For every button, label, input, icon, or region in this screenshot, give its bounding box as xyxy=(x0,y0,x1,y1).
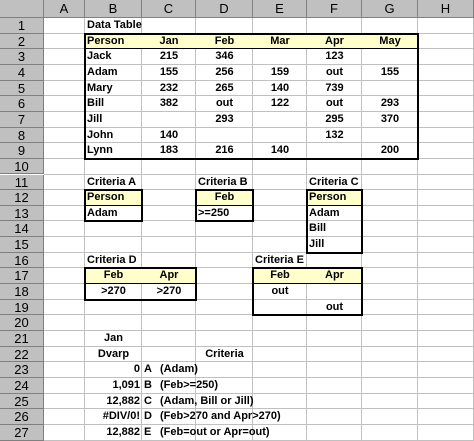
row-header-5[interactable]: 5 xyxy=(0,81,44,97)
row-header-8[interactable]: 8 xyxy=(0,128,44,144)
data-value[interactable] xyxy=(307,143,362,159)
result-letter[interactable]: E xyxy=(144,425,152,438)
criteria-c-value[interactable]: Adam xyxy=(309,206,340,219)
criteria-c-title[interactable]: Criteria C xyxy=(309,175,359,188)
data-value[interactable] xyxy=(253,128,307,144)
data-value[interactable]: 140 xyxy=(270,81,290,94)
criteria-a-title[interactable]: Criteria A xyxy=(87,175,137,188)
data-value[interactable]: 140 xyxy=(159,128,179,141)
result-description[interactable]: (Feb>270 and Apr>270) xyxy=(160,410,281,423)
data-value[interactable]: 200 xyxy=(380,144,400,157)
criteria-b-header[interactable]: Feb xyxy=(214,191,235,204)
criteria-c-value[interactable]: Bill xyxy=(309,222,327,235)
row-header-7[interactable]: 7 xyxy=(0,112,44,128)
data-table-header-jan[interactable]: Jan xyxy=(159,34,179,47)
criteria-b-value[interactable]: >=250 xyxy=(198,206,230,219)
criteria-d-header-feb[interactable]: Feb xyxy=(103,269,124,282)
column-header-f[interactable]: F xyxy=(307,0,362,18)
column-header-b[interactable]: B xyxy=(85,0,142,18)
row-header-26[interactable]: 26 xyxy=(0,409,44,425)
data-value[interactable]: 123 xyxy=(325,50,344,63)
criteria-d-header-apr[interactable]: Apr xyxy=(159,269,179,282)
data-value[interactable]: 293 xyxy=(215,112,234,125)
result-letter[interactable]: D xyxy=(144,410,152,423)
row-header-25[interactable]: 25 xyxy=(0,394,44,410)
row-header-22[interactable]: 22 xyxy=(0,347,44,363)
result-description[interactable]: (Adam) xyxy=(160,363,198,376)
row-header-17[interactable]: 17 xyxy=(0,268,44,284)
data-value[interactable] xyxy=(196,128,253,144)
row-header-19[interactable]: 19 xyxy=(0,300,44,316)
person-name[interactable]: Jill xyxy=(87,112,103,125)
result-description[interactable]: (Feb>=250) xyxy=(160,378,219,391)
row-header-13[interactable]: 13 xyxy=(0,206,44,222)
criteria-c-value[interactable]: Jill xyxy=(309,238,325,251)
result-description[interactable]: (Feb=out or Apr=out) xyxy=(160,425,270,438)
criteria-a-header[interactable]: Person xyxy=(87,191,125,204)
data-value[interactable]: 293 xyxy=(380,97,400,110)
result-value[interactable]: 0 xyxy=(133,363,140,376)
criteria-e-header-apr[interactable]: Apr xyxy=(325,269,344,282)
row-header-12[interactable]: 12 xyxy=(0,190,44,206)
row-header-3[interactable]: 3 xyxy=(0,49,44,65)
row-header-10[interactable]: 10 xyxy=(0,159,44,175)
column-header-c[interactable]: C xyxy=(142,0,196,18)
result-letter[interactable]: B xyxy=(144,378,152,391)
person-name[interactable]: Mary xyxy=(87,81,113,94)
data-table-header-apr[interactable]: Apr xyxy=(325,34,344,47)
data-value[interactable]: 346 xyxy=(215,50,234,63)
gridline-horizontal xyxy=(44,236,474,237)
result-value[interactable]: 1,091 xyxy=(112,378,140,391)
row-header-16[interactable]: 16 xyxy=(0,253,44,269)
data-value[interactable]: 155 xyxy=(159,65,179,78)
result-letter[interactable]: A xyxy=(144,363,152,376)
criteria-d-value-apr[interactable]: >270 xyxy=(156,285,182,298)
column-header-e[interactable]: E xyxy=(253,0,307,18)
data-value[interactable]: 140 xyxy=(270,144,290,157)
result-description[interactable]: (Adam, Bill or Jill) xyxy=(160,394,254,407)
data-value[interactable]: 159 xyxy=(270,65,290,78)
data-table-header-may[interactable]: May xyxy=(379,34,401,47)
row-header-9[interactable]: 9 xyxy=(0,143,44,159)
row-header-6[interactable]: 6 xyxy=(0,96,44,112)
data-value[interactable]: 183 xyxy=(159,144,179,157)
criteria-e-value-feb[interactable] xyxy=(253,300,307,316)
criteria-b-title[interactable]: Criteria B xyxy=(198,175,248,188)
data-value[interactable]: 256 xyxy=(215,65,234,78)
row-header-4[interactable]: 4 xyxy=(0,65,44,81)
data-value[interactable]: 382 xyxy=(159,97,179,110)
result-value[interactable]: #DIV/0! xyxy=(102,410,140,423)
criteria-e-value-feb[interactable]: out xyxy=(271,285,289,298)
result-value[interactable]: 12,882 xyxy=(106,425,140,438)
result-label-dvarp[interactable]: Dvarp xyxy=(97,347,130,360)
data-value[interactable]: out xyxy=(215,97,234,110)
row-header-2[interactable]: 2 xyxy=(0,34,44,50)
row-header-14[interactable]: 14 xyxy=(0,221,44,237)
data-value[interactable]: out xyxy=(325,97,344,110)
data-table-title[interactable]: Data Table xyxy=(87,19,142,31)
row-header-20[interactable]: 20 xyxy=(0,315,44,331)
person-name[interactable]: Bill xyxy=(87,97,105,110)
data-value[interactable]: 370 xyxy=(380,112,400,125)
criteria-d-value-feb[interactable]: >270 xyxy=(101,285,126,298)
row-header-11[interactable]: 11 xyxy=(0,175,44,191)
data-value[interactable] xyxy=(253,112,307,128)
person-name[interactable]: Jack xyxy=(87,50,112,63)
row-header-27[interactable]: 27 xyxy=(0,425,44,441)
data-value[interactable] xyxy=(253,49,307,65)
column-header-h[interactable]: H xyxy=(418,0,474,18)
data-value[interactable] xyxy=(362,49,418,65)
row-header-15[interactable]: 15 xyxy=(0,237,44,253)
select-all-corner[interactable] xyxy=(0,0,44,18)
criteria-d-title[interactable]: Criteria D xyxy=(87,253,137,266)
data-value[interactable]: 265 xyxy=(215,81,234,94)
data-value[interactable]: 739 xyxy=(325,81,344,94)
result-value[interactable]: 12,882 xyxy=(106,394,140,407)
criteria-e-value-apr[interactable]: out xyxy=(325,300,344,313)
result-letter[interactable]: C xyxy=(144,394,152,407)
data-table-header-person[interactable]: Person xyxy=(87,34,125,47)
row-header-24[interactable]: 24 xyxy=(0,378,44,394)
criteria-e-header-feb[interactable]: Feb xyxy=(270,269,290,282)
data-value[interactable] xyxy=(362,81,418,97)
data-value[interactable] xyxy=(142,112,196,128)
person-name[interactable]: Adam xyxy=(87,65,118,78)
data-value[interactable]: 132 xyxy=(325,128,344,141)
criteria-c-header[interactable]: Person xyxy=(309,191,347,204)
data-table-header-mar[interactable]: Mar xyxy=(270,34,290,47)
criteria-e-value-apr[interactable] xyxy=(307,284,362,300)
data-value[interactable]: 122 xyxy=(270,97,290,110)
row-header-21[interactable]: 21 xyxy=(0,331,44,347)
data-table-header-feb[interactable]: Feb xyxy=(214,34,235,47)
data-value[interactable]: 232 xyxy=(159,81,179,94)
result-label-jan[interactable]: Jan xyxy=(104,332,123,344)
column-header-d[interactable]: D xyxy=(196,0,253,18)
person-name[interactable]: Lynn xyxy=(87,144,113,157)
row-header-23[interactable]: 23 xyxy=(0,362,44,378)
data-value[interactable]: 295 xyxy=(325,112,344,125)
data-value[interactable]: 215 xyxy=(159,50,179,63)
row-header-18[interactable]: 18 xyxy=(0,284,44,300)
column-header-a[interactable]: A xyxy=(44,0,85,18)
data-value[interactable]: 155 xyxy=(380,65,400,78)
row-header-1[interactable]: 1 xyxy=(0,18,44,34)
criteria-a-value[interactable]: Adam xyxy=(87,206,118,219)
data-value[interactable] xyxy=(362,128,418,144)
person-name[interactable]: John xyxy=(87,128,114,141)
data-value[interactable]: out xyxy=(325,65,344,78)
data-value[interactable]: 216 xyxy=(215,144,234,157)
column-header-g[interactable]: G xyxy=(362,0,418,18)
result-criteria-label[interactable]: Criteria xyxy=(205,347,244,360)
criteria-e-title[interactable]: Criteria E xyxy=(255,253,304,266)
